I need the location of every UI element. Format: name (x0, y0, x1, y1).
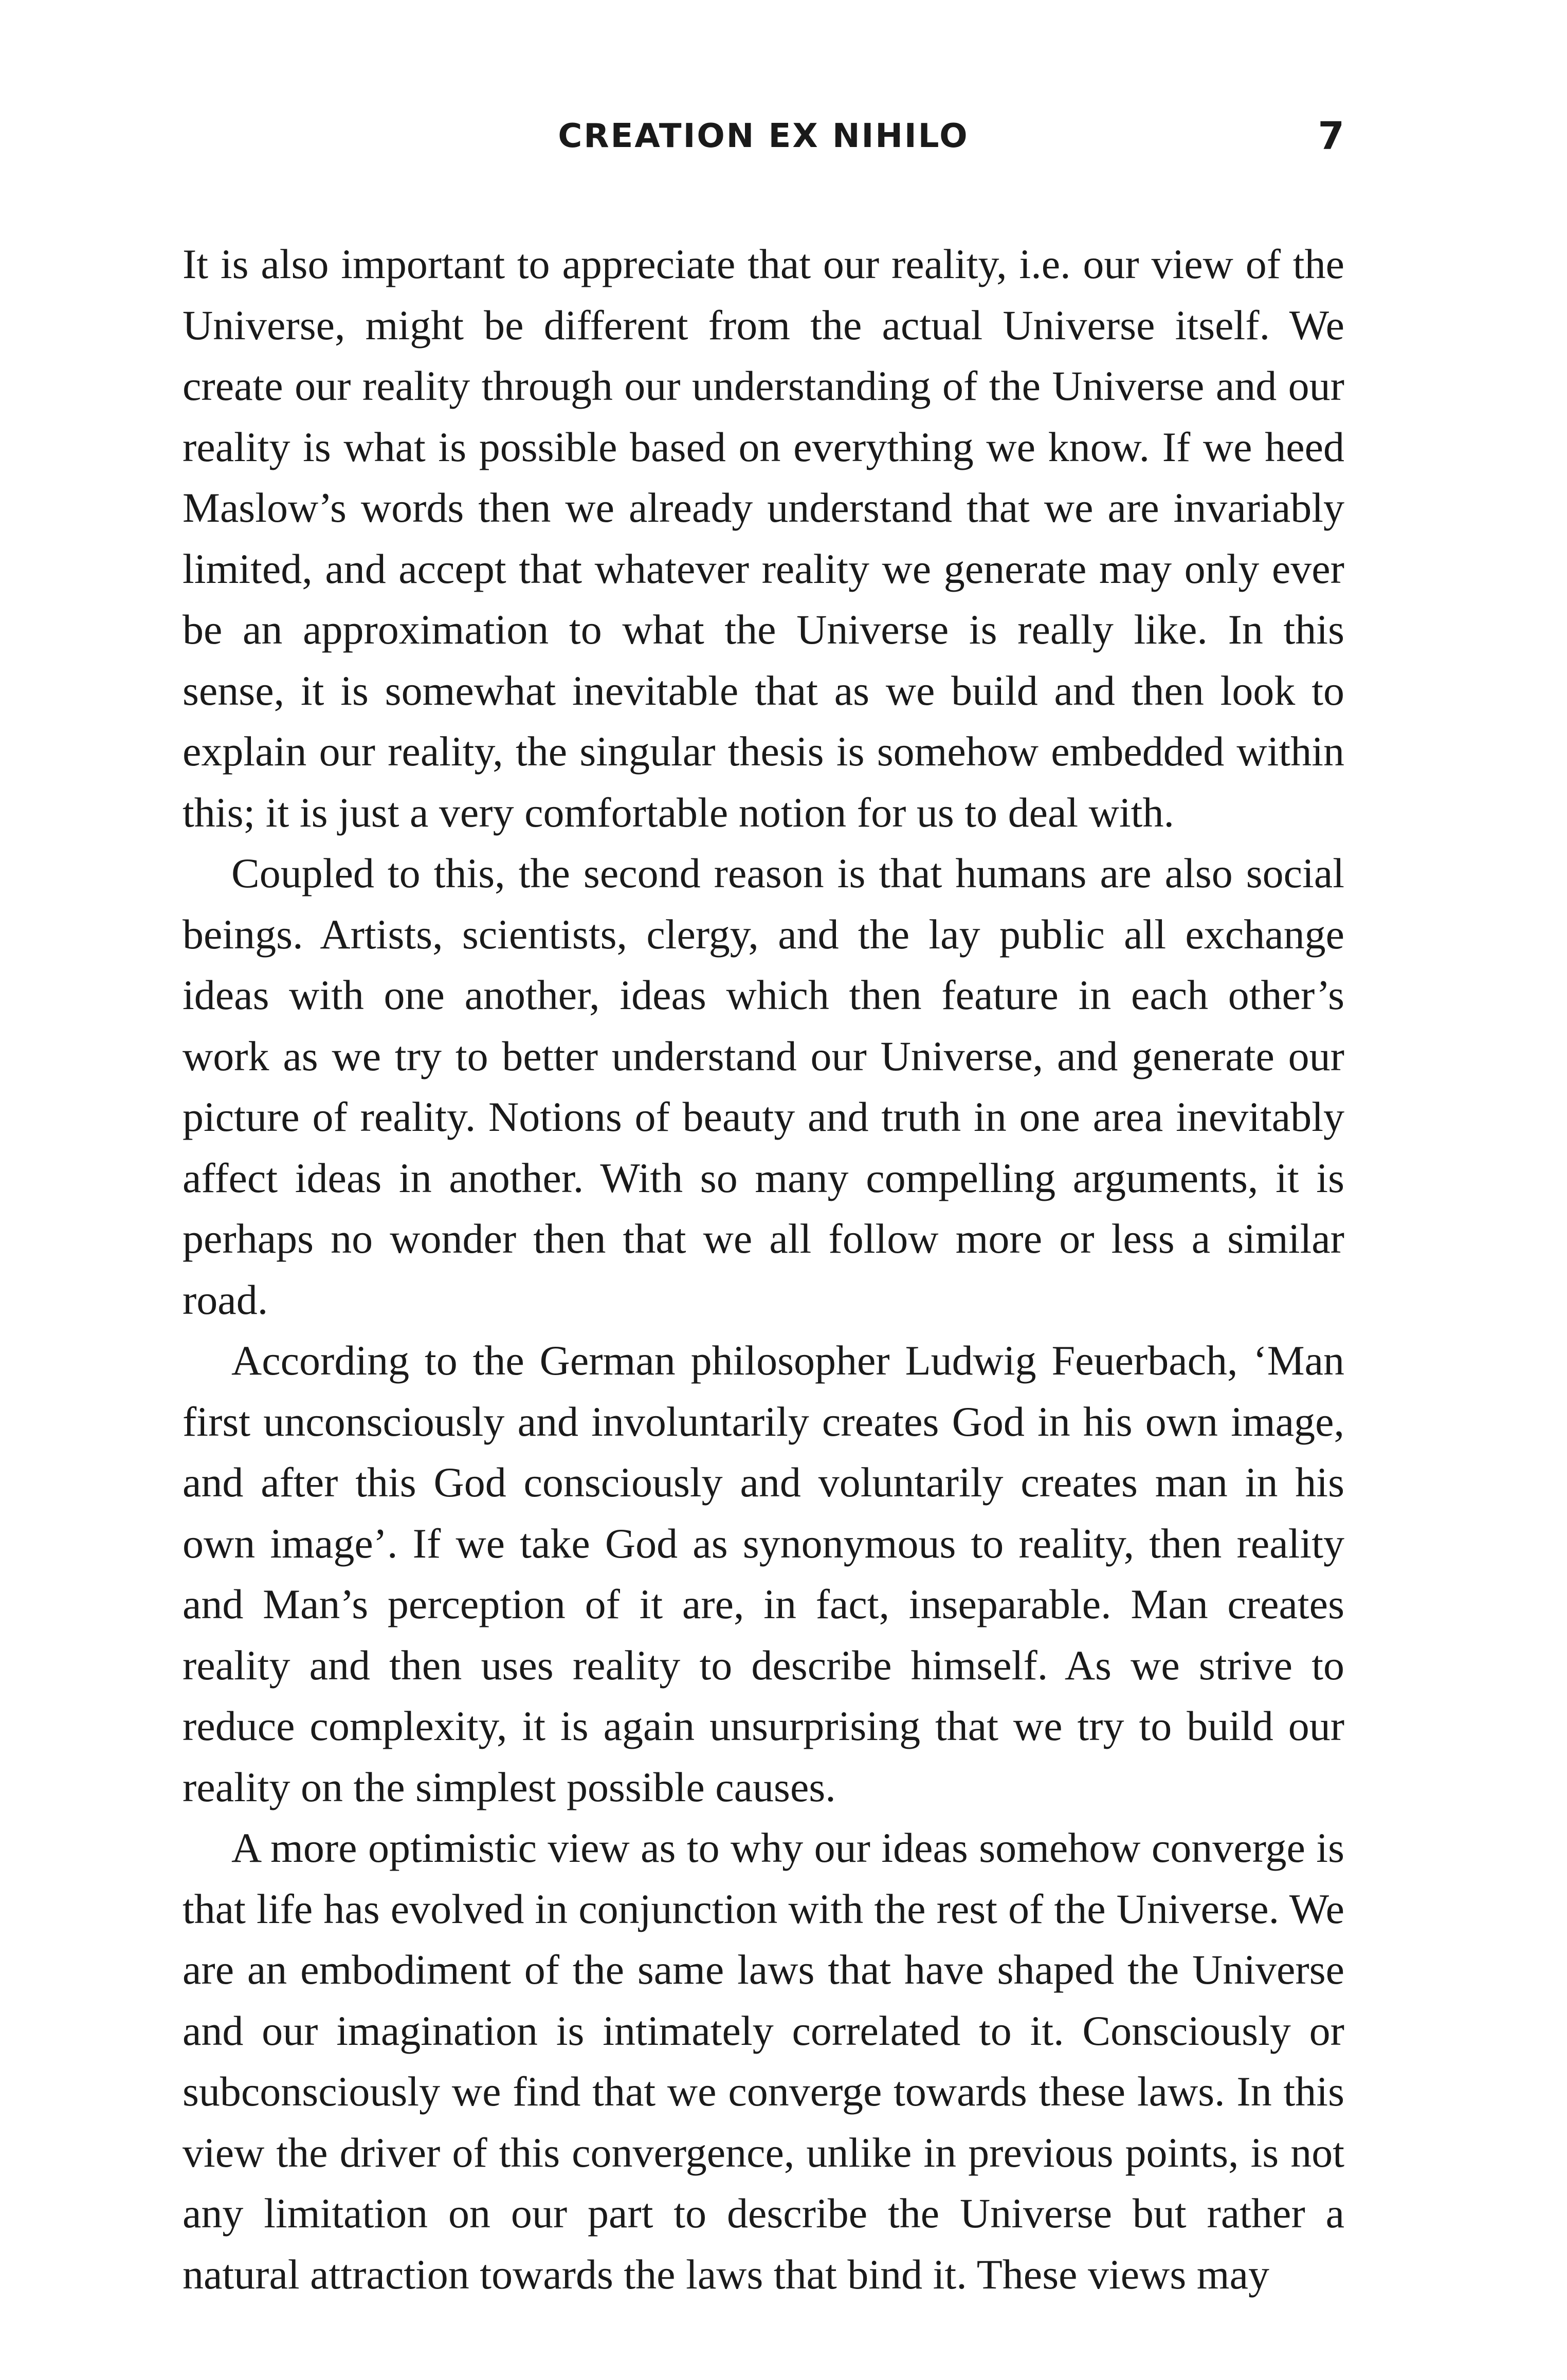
paragraph-2: Coupled to this, the second reason is that humans are also social beings. Artists, scientists, clergy, and the lay public all exchange ideas with one another, ideas which then feature in each other’s work as we try to better understand our Universe, and generate our picture of reality. Notions of beauty and truth in one area inevitably affect ideas in another. With so many compelling arguments, it is perhaps no wonder then that we all follow more or less a similar road. (183, 850, 1344, 1323)
body-text (183, 234, 1344, 2305)
paragraph-1: It is also important to appreciate that our reality, i.e. our view of the Universe, might be different from the actual Universe itself. We create our reality through our understanding of the Universe and our reality is what is possible based on everything we know. If we heed Maslow’s words then we already understand that we are invariably limited, and accept that whatever reality we generate may only ever be an approximation to what the Universe is really like. In this sense, it is somewhat inevitable that as we build and then look to explain our reality, the singular thesis is somehow embedded within this; it is just a very comfortable notion for us to deal with. (183, 241, 1344, 836)
paragraph-3: According to the German philosopher Ludwig Feuerbach, ‘Man first unconsciously and involuntarily creates God in his own image, and after this God consciously and voluntarily creates man in his own image’. If we take God as synonymous to reality, then reality and Man’s perception of it are, in fact, inseparable. Man creates reality and then uses reality to describe himself. As we strive to reduce complexity, it is again unsurprising that we try to build our reality on the simplest possible causes. (183, 1337, 1344, 1810)
paragraph-4: A more optimistic view as to why our ideas somehow converge is that life has evolved in conjunction with the rest of the Universe. We are an embodiment of the same laws that have shaped the Universe and our imagination is intimately correlated to it. Consciously or subconsciously we find that we converge towards these laws. In this view the driver of this convergence, unlike in previous points, is not any limitation on our part to describe the Universe but rather a natural attraction towards the laws that bind it. These views may (183, 1824, 1344, 2298)
running-title: CREATION EX NIHILO (558, 117, 969, 155)
page-number: 7 (1318, 114, 1344, 158)
running-head (183, 111, 1344, 162)
